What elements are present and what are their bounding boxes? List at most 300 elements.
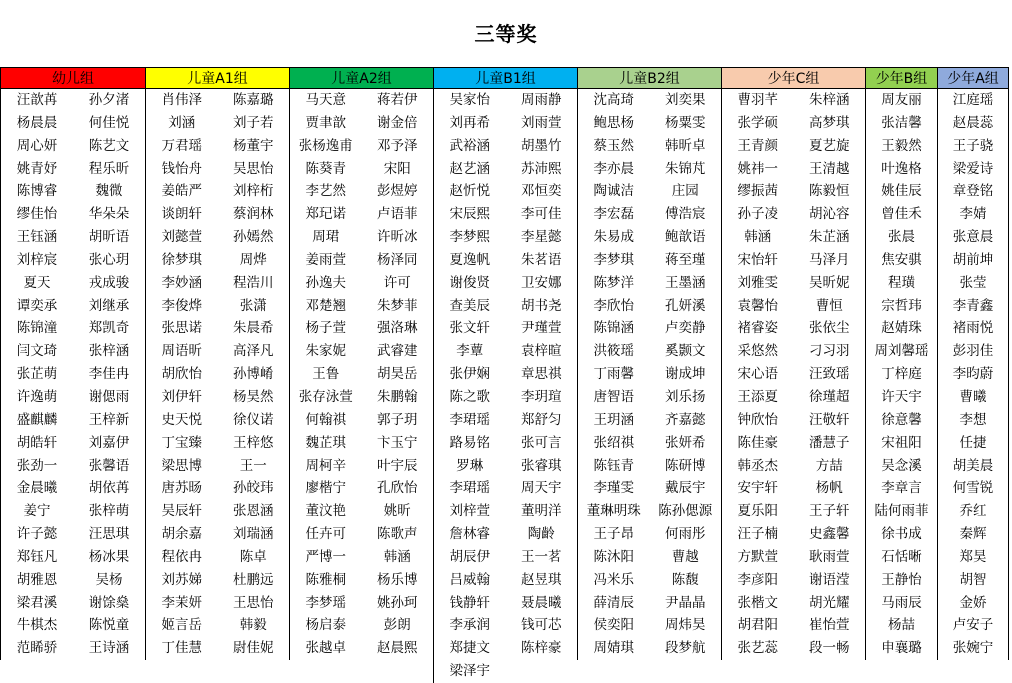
winner-name: 王思怡 [233,594,274,611]
winner-name: 李星懿 [521,229,562,246]
winner-name: 许天宇 [881,388,922,405]
winner-name: 汪致瑶 [809,366,850,383]
winner-name: 姚昕 [383,503,411,520]
winner-name: 张楷文 [737,594,778,611]
winner-name: 袁馨怡 [737,297,778,314]
winner-name: 李婧 [959,206,987,223]
winner-name: 任卉可 [305,526,346,543]
winner-name: 吴杨 [95,571,123,588]
winner-name: 陆何雨菲 [874,503,929,520]
winner-name: 王添夏 [737,388,778,405]
name-list [73,89,145,660]
winner-name: 朱易成 [593,229,634,246]
winner-name: 赵艺涵 [449,160,490,177]
winner-name: 庄园 [671,183,699,200]
winner-name: 王一茗 [521,548,562,565]
winner-name: 董琳明珠 [586,503,641,520]
winner-name: 曹羽芊 [737,92,778,108]
winner-name: 吴昕妮 [809,274,850,291]
winner-name: 宋辰熙 [449,206,490,223]
winner-name: 董明洋 [521,503,562,520]
winner-name: 李章言 [881,480,922,497]
winner-name: 王清越 [809,160,850,177]
winner-name: 汪敬轩 [809,411,850,428]
winner-name: 任捷 [959,434,987,451]
winner-name: 章登铭 [952,183,994,200]
winner-name: 何翰祺 [305,411,346,428]
winner-name: 杨启泰 [305,617,346,634]
winner-name: 彭羽佳 [952,343,994,360]
winner-name: 詹林睿 [449,526,490,543]
winner-name: 李青鑫 [952,297,994,314]
winner-name: 李佳冉 [88,366,130,383]
winner-name: 彭朗 [383,617,411,634]
winner-name: 宋阳 [383,160,411,177]
winner-name: 苏沛熙 [521,160,562,177]
winner-name: 张莹 [959,274,987,291]
winner-name: 姚祎一 [737,160,778,177]
winner-name: 潘慧子 [809,434,850,451]
group-header: 儿童A2组 [290,67,433,89]
winner-name: 张越卓 [305,640,346,657]
winner-name: 陈艺文 [88,137,130,154]
winner-name: 刘苏娣 [161,571,202,588]
winner-name: 朱家妮 [305,343,346,360]
winner-name: 魏芷琪 [305,434,346,451]
winner-name: 王墨涵 [665,274,706,291]
winner-name: 张芷萌 [16,366,58,383]
winner-name: 洪筱瑶 [593,343,634,360]
winner-name: 郑捷文 [449,640,490,657]
winner-name: 朱锦芃 [665,160,706,177]
winner-name: 范睎骄 [16,640,58,657]
winner-name: 徐书成 [881,526,922,543]
winner-name: 梁泽宇 [449,663,490,680]
winner-name: 陈钰青 [593,457,634,474]
winner-name: 安宇轩 [737,480,778,497]
winner-name: 张婉宁 [952,640,994,657]
winner-name: 姜皓严 [161,183,202,200]
winner-name: 李茉妍 [161,594,202,611]
winner-name: 赵晨蕊 [952,114,994,131]
group-header: 幼儿组 [1,67,145,89]
winner-name: 卞玉宁 [377,434,418,451]
winner-name: 谢馀燊 [88,594,130,611]
winner-name: 刘奕果 [665,92,706,108]
name-list [218,89,290,660]
winner-name: 张睿琪 [521,457,562,474]
winner-name: 朱茗语 [521,251,562,268]
winner-name: 曾佳禾 [881,206,922,223]
group-column [289,67,433,660]
winner-name: 陶齡 [527,526,555,543]
winner-name: 李想 [959,411,987,428]
winner-name: 杨粟雯 [665,114,706,131]
winner-name: 曹越 [671,548,699,565]
winner-name: 张梓萌 [88,503,130,520]
winner-name: 周友丽 [881,92,922,108]
winner-name: 宋祖阳 [881,434,922,451]
winner-name: 叶逸格 [881,160,922,177]
group-header: 少年A组 [938,67,1008,89]
winner-name: 许逸萌 [16,388,58,405]
winner-name: 梁君溪 [16,594,58,611]
winner-name: 丁佳慧 [161,640,202,657]
winner-name: 尹瑾萱 [521,320,562,337]
winner-name: 张艺蕊 [737,640,778,657]
group-header: 儿童A1组 [146,67,289,89]
winner-name: 张思诺 [161,320,202,337]
winner-name: 鲍思杨 [593,114,634,131]
winner-name: 王毅然 [881,137,922,154]
winner-name: 许昕冰 [377,229,418,246]
winner-name: 周烨 [239,251,267,268]
winner-name: 申襄璐 [881,640,922,657]
winner-name: 王一 [239,457,267,474]
winner-name: 王梓新 [88,411,130,428]
winner-name: 陈雅桐 [305,571,346,588]
winner-name: 程浩川 [233,274,274,291]
winner-name: 王梓悠 [233,434,274,451]
winner-name: 夏艺旋 [809,137,850,154]
name-list [794,89,866,660]
winner-name: 胡光耀 [809,594,850,611]
winner-name: 韩昕卓 [665,137,706,154]
winner-name: 李亦晨 [593,160,634,177]
winner-name: 丁宝臻 [161,434,202,451]
group-header: 少年C组 [722,67,865,89]
winner-name: 江庭瑶 [952,92,994,108]
winner-name: 汪子楠 [737,526,778,543]
winner-name: 夏逸帆 [449,251,490,268]
winner-name: 聂晨曦 [521,594,562,611]
winner-name: 肖伟泽 [161,92,202,108]
winner-name: 王子昂 [593,526,634,543]
winner-name: 周珺 [312,229,340,246]
winner-name: 周天宇 [521,480,562,497]
winner-name: 王青颜 [737,137,778,154]
winner-name: 徐梦琪 [161,251,202,268]
winner-name: 叶宇辰 [377,457,418,474]
winner-name: 孔妍溪 [665,297,706,314]
winner-name: 陈孙偲源 [658,503,713,520]
winner-name: 马泽月 [809,251,850,268]
winner-name: 孙子凌 [737,206,778,223]
winner-name: 刘懿萱 [161,229,202,246]
winner-name: 钱静轩 [449,594,490,611]
winner-name: 薛清辰 [593,594,634,611]
winner-name: 武睿建 [377,343,418,360]
winner-name: 马天意 [305,92,346,108]
winner-name: 周语昕 [161,343,202,360]
winner-name: 许子懿 [16,526,58,543]
winner-name: 沈高琦 [593,92,634,108]
winner-name: 陈锦涵 [593,320,634,337]
winner-name: 李彦阳 [737,571,778,588]
winner-name: 张洁馨 [881,114,922,131]
winner-name: 宋心语 [737,366,778,383]
winner-name: 武裕涵 [449,137,490,154]
winner-name: 李宏磊 [593,206,634,223]
winner-name: 齐嘉懿 [665,411,706,428]
winner-name: 周心妍 [16,137,58,154]
name-list [1,89,73,660]
name-list [362,89,434,660]
winner-name: 牛棋杰 [16,617,58,634]
winner-name: 卢奕静 [665,320,706,337]
winner-name: 陈沐阳 [593,548,634,565]
winner-name: 查美辰 [449,297,490,314]
winner-name: 杨喆 [888,617,915,634]
winner-name: 韩涵 [383,548,411,565]
winner-name: 刘再希 [449,114,490,131]
winner-name: 吴思怡 [233,160,274,177]
winner-name: 华朵朵 [88,206,130,223]
winner-name: 胡皓轩 [16,434,58,451]
group-column [937,67,1009,660]
winner-name: 杨晨晨 [16,114,58,131]
group-header: 儿童B2组 [578,67,721,89]
winner-name: 方默萱 [737,548,778,565]
winner-name: 张文轩 [449,320,490,337]
winner-name: 徐仪诺 [233,411,274,428]
winner-name: 郑凯奇 [88,320,130,337]
winner-name: 夏乐阳 [737,503,778,520]
winner-name: 王诗涵 [88,640,130,657]
winner-name: 刘子若 [233,114,274,131]
winner-name: 刘雅雯 [737,274,778,291]
winner-name: 王静怡 [881,571,922,588]
winner-name: 胡欣怡 [161,366,202,383]
winner-name: 石恬晰 [881,548,922,565]
winner-name: 吴家怡 [449,92,490,108]
winner-name: 张可言 [521,434,562,451]
winner-name: 王钰涵 [16,229,58,246]
winner-name: 胡墨竹 [521,137,562,154]
winner-name: 姬言岳 [161,617,202,634]
winner-name: 鲍歆语 [665,229,706,246]
group-column [577,67,721,660]
winner-name: 高梦琪 [809,114,850,131]
winner-name: 胡余嘉 [161,526,202,543]
winner-name: 朱晨希 [233,320,274,337]
winner-name: 杨冰果 [88,548,130,565]
winner-name: 奚颢文 [665,343,706,360]
winner-name: 张妍希 [665,434,706,451]
winner-name: 李昀蔚 [952,366,994,383]
winner-name: 耿雨萱 [809,548,850,565]
winner-name: 王鲁 [312,366,340,383]
winner-name: 杨董宇 [233,137,274,154]
winner-name: 蒋至瑾 [665,251,706,268]
winner-name: 程璜 [888,274,915,291]
winner-name: 张晨 [888,229,915,246]
winner-name: 刘嘉伊 [88,434,130,451]
winner-name: 朱梦菲 [377,297,418,314]
winner-name: 陈馥 [671,571,699,588]
winner-name: 赵晨熙 [377,640,418,657]
winner-name: 李珺瑶 [449,480,490,497]
group-column [145,67,289,660]
winner-name: 张伊娴 [449,366,490,383]
winner-name: 钟欣怡 [737,411,778,428]
winner-name: 蔡玉然 [593,137,634,154]
winner-name: 胡辰伊 [449,548,490,565]
winner-name: 金娇 [959,594,987,611]
winner-name: 戴辰宇 [665,480,706,497]
winner-name: 姚孙珂 [377,594,418,611]
winner-name: 胡君阳 [737,617,778,634]
winner-name: 谢成坤 [665,366,706,383]
winner-name: 李梦琪 [593,251,634,268]
name-list [506,89,578,683]
winner-name: 丁梓庭 [881,366,922,383]
winner-name: 孙博崤 [233,366,274,383]
winner-name: 彭煜婷 [377,183,418,200]
winner-name: 缪振茜 [737,183,778,200]
winner-name: 何雪锐 [952,480,994,497]
winner-name: 刘伊轩 [161,388,202,405]
winner-name: 段梦航 [665,640,706,657]
winner-name: 周婧琪 [593,640,634,657]
winner-name: 胡昕语 [88,229,130,246]
winner-name: 周炜昊 [665,617,706,634]
winner-name: 汪歆苒 [16,92,58,108]
winner-name: 胡前坤 [952,251,994,268]
name-list [722,89,794,660]
winner-name: 李玥瑄 [521,388,562,405]
winner-name: 郭子玥 [377,411,418,428]
winner-name: 史鑫馨 [809,526,850,543]
winner-name: 孙逸夫 [305,274,346,291]
winner-name: 李梦熙 [449,229,490,246]
winner-name: 胡依苒 [88,480,130,497]
group-column [0,67,145,660]
winner-name: 强洛琳 [377,320,418,337]
winner-name: 韩丞杰 [737,457,778,474]
winner-name: 何佳悦 [88,114,130,131]
winner-name: 胡美晨 [952,457,994,474]
winner-name: 陈佳豪 [737,434,778,451]
winner-name: 陈梓豪 [521,640,562,657]
winner-name: 马雨辰 [881,594,922,611]
winner-name: 李梦瑶 [305,594,346,611]
winner-name: 闫文琦 [16,343,58,360]
winner-name: 夏天 [23,274,51,291]
winner-name: 张学硕 [737,114,778,131]
winner-name: 陈博睿 [16,183,58,200]
winner-name: 张劲一 [16,457,58,474]
page-title: 三等奖 [474,22,538,46]
winner-name: 陈锦潼 [16,320,58,337]
winner-name: 陈葵青 [305,160,346,177]
winner-name: 韩毅 [239,617,267,634]
winner-name: 张存泳萱 [298,388,353,405]
winner-name: 傅浩宸 [665,206,706,223]
group-column [721,67,865,660]
winner-name: 周雨静 [521,92,562,108]
winner-name: 吴辰轩 [161,503,202,520]
winner-name: 李欣怡 [593,297,634,314]
name-list [146,89,218,660]
winner-name: 刘梓桁 [233,183,274,200]
winner-name: 陶诚洁 [593,183,634,200]
winner-name: 谢俊贤 [449,274,490,291]
winner-name: 汪思琪 [88,526,130,543]
winner-name: 杨子萱 [305,320,346,337]
winner-name: 朱芷涵 [809,229,850,246]
winner-name: 李妙涵 [161,274,202,291]
winner-name: 胡昊岳 [377,366,418,383]
winner-name: 邓恒奕 [521,183,562,200]
winner-name: 张梓涵 [88,343,130,360]
winner-name: 陈梦洋 [593,274,634,291]
winner-name: 侯奕阳 [593,617,634,634]
winner-name: 朱鹏翰 [377,388,418,405]
winner-name: 姚青妤 [16,160,58,177]
winner-name: 赵忻悦 [449,183,490,200]
winner-name: 许可 [383,274,411,291]
winner-name: 孙皎玮 [233,480,274,497]
winner-name: 吴念溪 [881,457,922,474]
winner-name: 魏微 [95,183,123,200]
winner-name: 冯米乐 [593,571,634,588]
winner-name: 刘乐扬 [665,388,706,405]
winner-name: 万君瑶 [161,137,202,154]
winner-name: 崔怡萱 [809,617,850,634]
winner-name: 程依冉 [161,548,202,565]
winner-name: 胡雅恩 [16,571,58,588]
group-header: 少年B组 [866,67,937,89]
winner-name: 卢安子 [952,617,994,634]
winner-name: 谈朗轩 [161,206,202,223]
winner-name: 丁雨馨 [593,366,634,383]
winner-name: 宋怡轩 [737,251,778,268]
winner-name: 张心玥 [88,251,130,268]
winner-name: 何雨彤 [665,526,706,543]
name-list [434,89,506,683]
winner-name: 谢语滢 [809,571,850,588]
winner-name: 陈研博 [665,457,706,474]
winner-name: 陈悦童 [88,617,130,634]
winner-name: 王子骁 [952,137,994,154]
winner-name: 廖楷宁 [305,480,346,497]
winner-name: 严博一 [305,548,346,565]
winner-name: 缪佳怡 [16,206,58,223]
winner-name: 谢金倍 [377,114,418,131]
winner-name: 罗琳 [456,457,484,474]
group-header: 儿童B1组 [434,67,577,89]
winner-name: 孙夕渚 [88,92,130,108]
winner-name: 韩涵 [744,229,772,246]
winner-name: 杨帆 [815,480,843,497]
winner-name: 刘雨萱 [521,114,562,131]
winner-name: 吕威翰 [449,571,490,588]
winner-name: 张意晨 [952,229,994,246]
winner-name: 邓予泽 [377,137,418,154]
winner-name: 宗哲玮 [881,297,922,314]
winner-name: 陈之歌 [449,388,490,405]
winner-name: 刁习羽 [809,343,850,360]
winner-name: 方喆 [815,457,843,474]
winner-name: 陈卓 [239,548,267,565]
winner-name: 刘涵 [168,114,196,131]
winner-name: 胡沁容 [809,206,850,223]
winner-name: 杜鹏远 [233,571,274,588]
winner-name: 褚雨悦 [952,320,994,337]
group-column [865,67,937,660]
winner-name: 杨乐博 [377,571,418,588]
